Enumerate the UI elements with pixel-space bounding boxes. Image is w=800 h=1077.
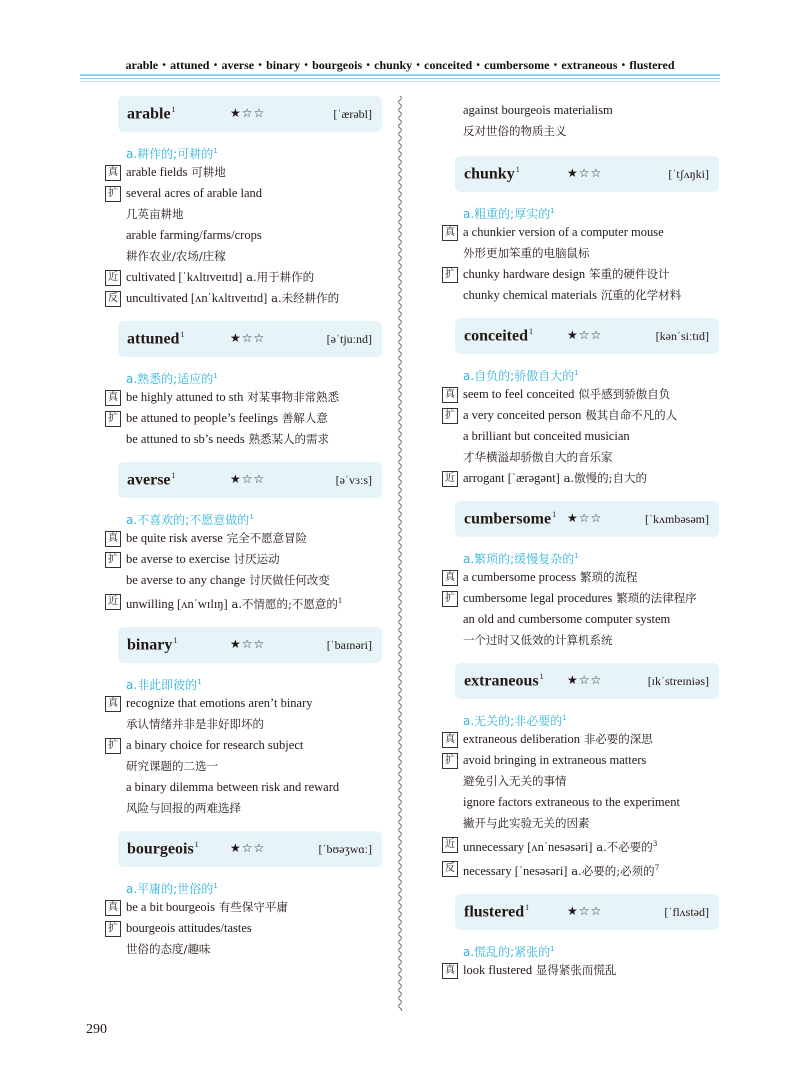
- label-tag: 反: [442, 861, 458, 877]
- pos-text: a.慌乱的;紧张的: [463, 945, 551, 959]
- headword-sup: 1: [171, 105, 176, 114]
- chinese-text: a.不必要的: [596, 840, 653, 854]
- example-line: [104, 288, 382, 309]
- star-rating: ★☆☆: [230, 841, 266, 855]
- headword-box: [118, 627, 382, 663]
- english-text: uncultivated [ʌnˈkʌltɪveɪtɪd]: [126, 291, 268, 305]
- example-line: [104, 204, 382, 225]
- star-rating: ★☆☆: [567, 904, 603, 918]
- example-line: [441, 264, 719, 285]
- pos-sup: 1: [550, 207, 555, 215]
- example-line: [104, 897, 382, 918]
- example-line: [441, 100, 719, 121]
- example-line: [441, 285, 719, 306]
- chinese-text: 避免引入无关的事情: [463, 774, 567, 788]
- pos-text: a.熟悉的;适应的: [126, 372, 214, 386]
- entry-cumbersome: [441, 501, 719, 651]
- label-tag: 扩: [105, 411, 121, 427]
- english-text: arrogant [ˈærəgənt]: [463, 471, 560, 485]
- headword-sup: 1: [194, 840, 199, 849]
- example-line: [104, 387, 382, 408]
- pos-text: a.平庸的;世俗的: [126, 882, 214, 896]
- headword-sup: 1: [539, 672, 544, 681]
- headword-sup: 1: [515, 165, 520, 174]
- english-text: a chunkier version of a computer mouse: [463, 225, 664, 239]
- example-line: [104, 798, 382, 819]
- label-tag: 扩: [105, 921, 121, 937]
- example-line: [104, 183, 382, 204]
- example-line: [104, 756, 382, 777]
- example-line: [441, 750, 719, 771]
- english-text: unnecessary [ʌnˈnesəsəri]: [463, 840, 593, 854]
- label-tag: 扩: [442, 591, 458, 607]
- headword-box: [118, 321, 382, 357]
- entry-averse: [104, 462, 382, 615]
- chinese-text: 讨厌运动: [233, 552, 280, 566]
- chinese-text: 极其自命不凡的人: [585, 408, 678, 422]
- chinese-text: 似乎感到骄傲自负: [578, 387, 671, 401]
- part-of-speech: [126, 140, 382, 162]
- english-text: bourgeois attitudes/tastes: [126, 921, 252, 935]
- example-line: [104, 549, 382, 570]
- english-text: a brilliant but conceited musician: [463, 429, 630, 443]
- chinese-text: 耕作农业/农场/庄稼: [126, 249, 226, 263]
- label-tag: 反: [105, 291, 121, 307]
- chinese-text: a.未经耕作的: [271, 291, 340, 305]
- chinese-text: 显得紧张而慌乱: [535, 963, 617, 977]
- english-text: an old and cumbersome computer system: [463, 612, 671, 626]
- example-line: [441, 858, 719, 882]
- phonetic: [ˈkʌmbəsəm]: [645, 512, 709, 526]
- example-line: [441, 243, 719, 264]
- english-text: seem to feel conceited: [463, 387, 575, 401]
- example-line: [104, 225, 382, 246]
- pos-text: a.无关的;非必要的: [463, 714, 563, 728]
- english-text: ignore factors extraneous to the experiment: [463, 795, 680, 809]
- chinese-text: 研究课题的二选一: [126, 759, 218, 773]
- example-line: [441, 609, 719, 630]
- english-text: be quite risk averse: [126, 531, 223, 545]
- pos-sup: 1: [197, 678, 202, 686]
- english-text: look flustered: [463, 963, 533, 977]
- label-tag: 真: [105, 390, 121, 406]
- star-rating: ★☆☆: [230, 472, 266, 486]
- chinese-text: 笨重的硬件设计: [589, 267, 670, 281]
- example-line: [104, 429, 382, 450]
- example-line: [441, 771, 719, 792]
- english-text: chunky chemical materials: [463, 288, 597, 302]
- example-line: [441, 630, 719, 651]
- header-rule: [80, 74, 720, 84]
- english-text: be attuned to sb’s needs: [126, 432, 245, 446]
- chinese-text: 几英亩耕地: [126, 207, 184, 221]
- entry-arable: [104, 96, 382, 309]
- part-of-speech: [463, 938, 719, 960]
- english-text: be attuned to people’s feelings: [126, 411, 279, 425]
- chinese-text: 善解人意: [281, 411, 328, 425]
- headword-box: [455, 318, 719, 354]
- headword: averse$^1$: [127, 471, 176, 489]
- phonetic: [əˈtjuːnd]: [326, 332, 372, 346]
- chinese-text: 对某事物非常熟悉: [247, 390, 340, 404]
- example-line: [104, 246, 382, 267]
- phonetic: [ˈærəbl]: [333, 107, 372, 121]
- headword-box: [455, 894, 719, 930]
- english-text: be highly attuned to sth: [126, 390, 244, 404]
- label-tag: 真: [105, 696, 121, 712]
- example-line: [104, 735, 382, 756]
- label-tag: 真: [105, 900, 121, 916]
- english-text: unwilling [ʌnˈwɪlɪŋ]: [126, 597, 228, 611]
- english-text: arable farming/farms/crops: [126, 228, 262, 242]
- pos-sup: 1: [213, 882, 218, 890]
- english-text: a binary dilemma between risk and reward: [126, 780, 340, 794]
- phonetic: [ˈflʌstəd]: [664, 905, 709, 919]
- headword-sup: 1: [528, 327, 533, 336]
- star-rating: ★☆☆: [230, 637, 266, 651]
- headword-sup: 1: [552, 510, 557, 519]
- label-tag: 扩: [442, 408, 458, 424]
- headword-box: [455, 663, 719, 699]
- headword-sup: 1: [180, 330, 185, 339]
- page-number: 290: [86, 1022, 107, 1037]
- label-tag: 近: [105, 594, 121, 610]
- english-text: against bourgeois materialism: [463, 103, 613, 117]
- chinese-text: 有些保守平庸: [218, 900, 288, 914]
- star-rating: ★☆☆: [567, 166, 603, 180]
- entry-chunky: [441, 156, 719, 306]
- chinese-text: 沉重的化学材料: [600, 288, 682, 302]
- label-tag: 真: [105, 165, 121, 181]
- english-text: cultivated [ˈkʌltɪveɪtɪd]: [126, 270, 243, 284]
- example-line: [104, 528, 382, 549]
- chinese-text: 撇开与此实验无关的因素: [463, 816, 590, 830]
- example-line: [441, 426, 719, 447]
- label-tag: 近: [442, 471, 458, 487]
- english-text: be averse to exercise: [126, 552, 230, 566]
- star-rating: ★☆☆: [230, 331, 266, 345]
- entry-flustered: [441, 894, 719, 981]
- example-line: [441, 222, 719, 243]
- footnote-number: 1: [337, 597, 343, 605]
- example-line: [441, 834, 719, 858]
- headword: chunky$^1$: [464, 165, 520, 183]
- label-tag: 扩: [442, 753, 458, 769]
- part-of-speech: [463, 200, 719, 222]
- pos-text: a.繁琐的;缓慢复杂的: [463, 552, 575, 566]
- headword: extraneous$^1$: [464, 672, 544, 690]
- phonetic: [ˈtʃʌŋki]: [668, 167, 709, 181]
- example-line: [104, 693, 382, 714]
- example-line: [104, 939, 382, 960]
- english-text: be a bit bourgeois: [126, 900, 215, 914]
- chinese-text: 讨厌做任何改变: [249, 573, 330, 587]
- pos-sup: 1: [574, 552, 579, 560]
- example-line: [441, 729, 719, 750]
- chinese-text: a.用于耕作的: [246, 270, 315, 284]
- chinese-text: 外形更加笨重的电脑鼠标: [463, 246, 590, 260]
- pos-sup: 1: [249, 513, 254, 521]
- entry-extraneous: [441, 663, 719, 882]
- chinese-text: 繁琐的法律程序: [616, 591, 697, 605]
- english-text: cumbersome legal procedures: [463, 591, 613, 605]
- phonetic: [ˈbaɪnəri]: [326, 638, 372, 652]
- headword-box: [118, 462, 382, 498]
- column-divider: [397, 96, 403, 1011]
- part-of-speech: [126, 671, 382, 693]
- phonetic: [əˈvɜːs]: [335, 473, 372, 487]
- chinese-text: 风险与回报的两难选择: [126, 801, 241, 815]
- pos-sup: 1: [213, 147, 218, 155]
- label-tag: 扩: [442, 267, 458, 283]
- label-tag: 近: [105, 270, 121, 286]
- example-line: [104, 591, 382, 615]
- example-line: [441, 588, 719, 609]
- chinese-text: 可耕地: [191, 165, 226, 179]
- headword: cumbersome$^1$: [464, 510, 557, 528]
- example-line: [441, 567, 719, 588]
- chinese-text: 熟悉某人的需求: [248, 432, 330, 446]
- chinese-text: 才华横溢却骄傲自大的音乐家: [463, 450, 613, 464]
- phonetic: [ˈbʊəʒwɑː]: [318, 842, 372, 856]
- headword: arable$^1$: [127, 105, 176, 123]
- english-text: be averse to any change: [126, 573, 246, 587]
- entry-attuned: [104, 321, 382, 450]
- phonetic: [ɪkˈstreɪniəs]: [647, 674, 709, 688]
- star-rating: ★☆☆: [567, 328, 603, 342]
- headword: bourgeois$^1$: [127, 840, 199, 858]
- phonetic: [kənˈsiːtɪd]: [655, 329, 709, 343]
- footnote-number: 3: [652, 840, 658, 848]
- english-text: recognize that emotions aren’t binary: [126, 696, 313, 710]
- label-tag: 真: [442, 963, 458, 979]
- headword-box: [455, 156, 719, 192]
- example-line: [441, 792, 719, 813]
- label-tag: 真: [442, 225, 458, 241]
- english-text: a very conceited person: [463, 408, 582, 422]
- headword: attuned$^1$: [127, 330, 185, 348]
- headword-box: [455, 501, 719, 537]
- english-text: a binary choice for research subject: [126, 738, 304, 752]
- english-text: necessary [ˈnesəsəri]: [463, 864, 568, 878]
- label-tag: 真: [442, 387, 458, 403]
- example-line: [441, 121, 719, 142]
- headword: flustered$^1$: [464, 903, 530, 921]
- pos-sup: 1: [550, 945, 555, 953]
- chinese-text: 非必要的深思: [583, 732, 653, 746]
- chinese-text: 承认情绪并非是非好即坏的: [126, 717, 264, 731]
- chinese-text: 完全不愿意冒险: [226, 531, 308, 545]
- star-rating: ★☆☆: [567, 673, 603, 687]
- label-tag: 真: [442, 732, 458, 748]
- headword-box: [118, 831, 382, 867]
- part-of-speech: [126, 506, 382, 528]
- part-of-speech: [126, 875, 382, 897]
- chinese-text: 繁琐的流程: [579, 570, 638, 584]
- star-rating: ★☆☆: [230, 106, 266, 120]
- entry-binary: [104, 627, 382, 819]
- headword-sup: 1: [525, 903, 530, 912]
- pos-sup: 1: [562, 714, 567, 722]
- entry-conceited: [441, 318, 719, 489]
- chinese-text: a.不情愿的;不愿意的: [231, 597, 338, 611]
- part-of-speech: [463, 707, 719, 729]
- pos-text: a.不喜欢的;不愿意做的: [126, 513, 250, 527]
- running-header: arable・attuned・averse・binary・bourgeois・chunky・conceited・cumbersome・extraneous・flustered: [125, 58, 675, 72]
- chinese-text: 反对世俗的物质主义: [463, 124, 567, 138]
- example-line: [441, 468, 719, 489]
- english-text: chunky hardware design: [463, 267, 586, 281]
- example-line: [441, 960, 719, 981]
- example-line: [441, 384, 719, 405]
- example-line: [104, 777, 382, 798]
- example-line: [441, 405, 719, 426]
- chinese-text: 世俗的态度/趣味: [126, 942, 211, 956]
- label-tag: 真: [442, 570, 458, 586]
- chinese-text: a.必要的;必须的: [571, 864, 655, 878]
- pos-text: a.非此即彼的: [126, 678, 198, 692]
- label-tag: 扩: [105, 552, 121, 568]
- pos-sup: 1: [574, 369, 579, 377]
- part-of-speech: [463, 362, 719, 384]
- headword-sup: 1: [173, 636, 178, 645]
- english-text: several acres of arable land: [126, 186, 263, 200]
- pos-text: a.自负的;骄傲自大的: [463, 369, 575, 383]
- example-line: [104, 408, 382, 429]
- headword-box: [118, 96, 382, 132]
- left-column: [104, 96, 382, 972]
- english-text: a cumbersome process: [463, 570, 577, 584]
- example-line: [104, 162, 382, 183]
- headword: binary$^1$: [127, 636, 178, 654]
- english-text: arable fields: [126, 165, 188, 179]
- entry-bourgeois: [104, 831, 382, 960]
- example-line: [104, 714, 382, 735]
- example-line: [104, 918, 382, 939]
- example-line: [441, 447, 719, 468]
- part-of-speech: [463, 545, 719, 567]
- example-line: [104, 570, 382, 591]
- headword: conceited$^1$: [464, 327, 533, 345]
- star-rating: ★☆☆: [567, 511, 603, 525]
- right-column: [441, 100, 719, 993]
- pos-text: a.耕作的;可耕的: [126, 147, 214, 161]
- label-tag: 扩: [105, 738, 121, 754]
- english-text: avoid bringing in extraneous matters: [463, 753, 647, 767]
- pos-text: a.粗重的;厚实的: [463, 207, 551, 221]
- chinese-text: a.傲慢的;自大的: [563, 471, 648, 485]
- part-of-speech: [126, 365, 382, 387]
- english-text: extraneous deliberation: [463, 732, 580, 746]
- headword-sup: 1: [171, 471, 176, 480]
- example-line: [104, 267, 382, 288]
- continuation-block: [441, 100, 719, 142]
- chinese-text: 一个过时又低效的计算机系统: [463, 633, 613, 647]
- pos-sup: 1: [213, 372, 218, 380]
- label-tag: 近: [442, 837, 458, 853]
- example-line: [441, 813, 719, 834]
- footnote-number: 7: [654, 864, 660, 872]
- label-tag: 扩: [105, 186, 121, 202]
- label-tag: 真: [105, 531, 121, 547]
